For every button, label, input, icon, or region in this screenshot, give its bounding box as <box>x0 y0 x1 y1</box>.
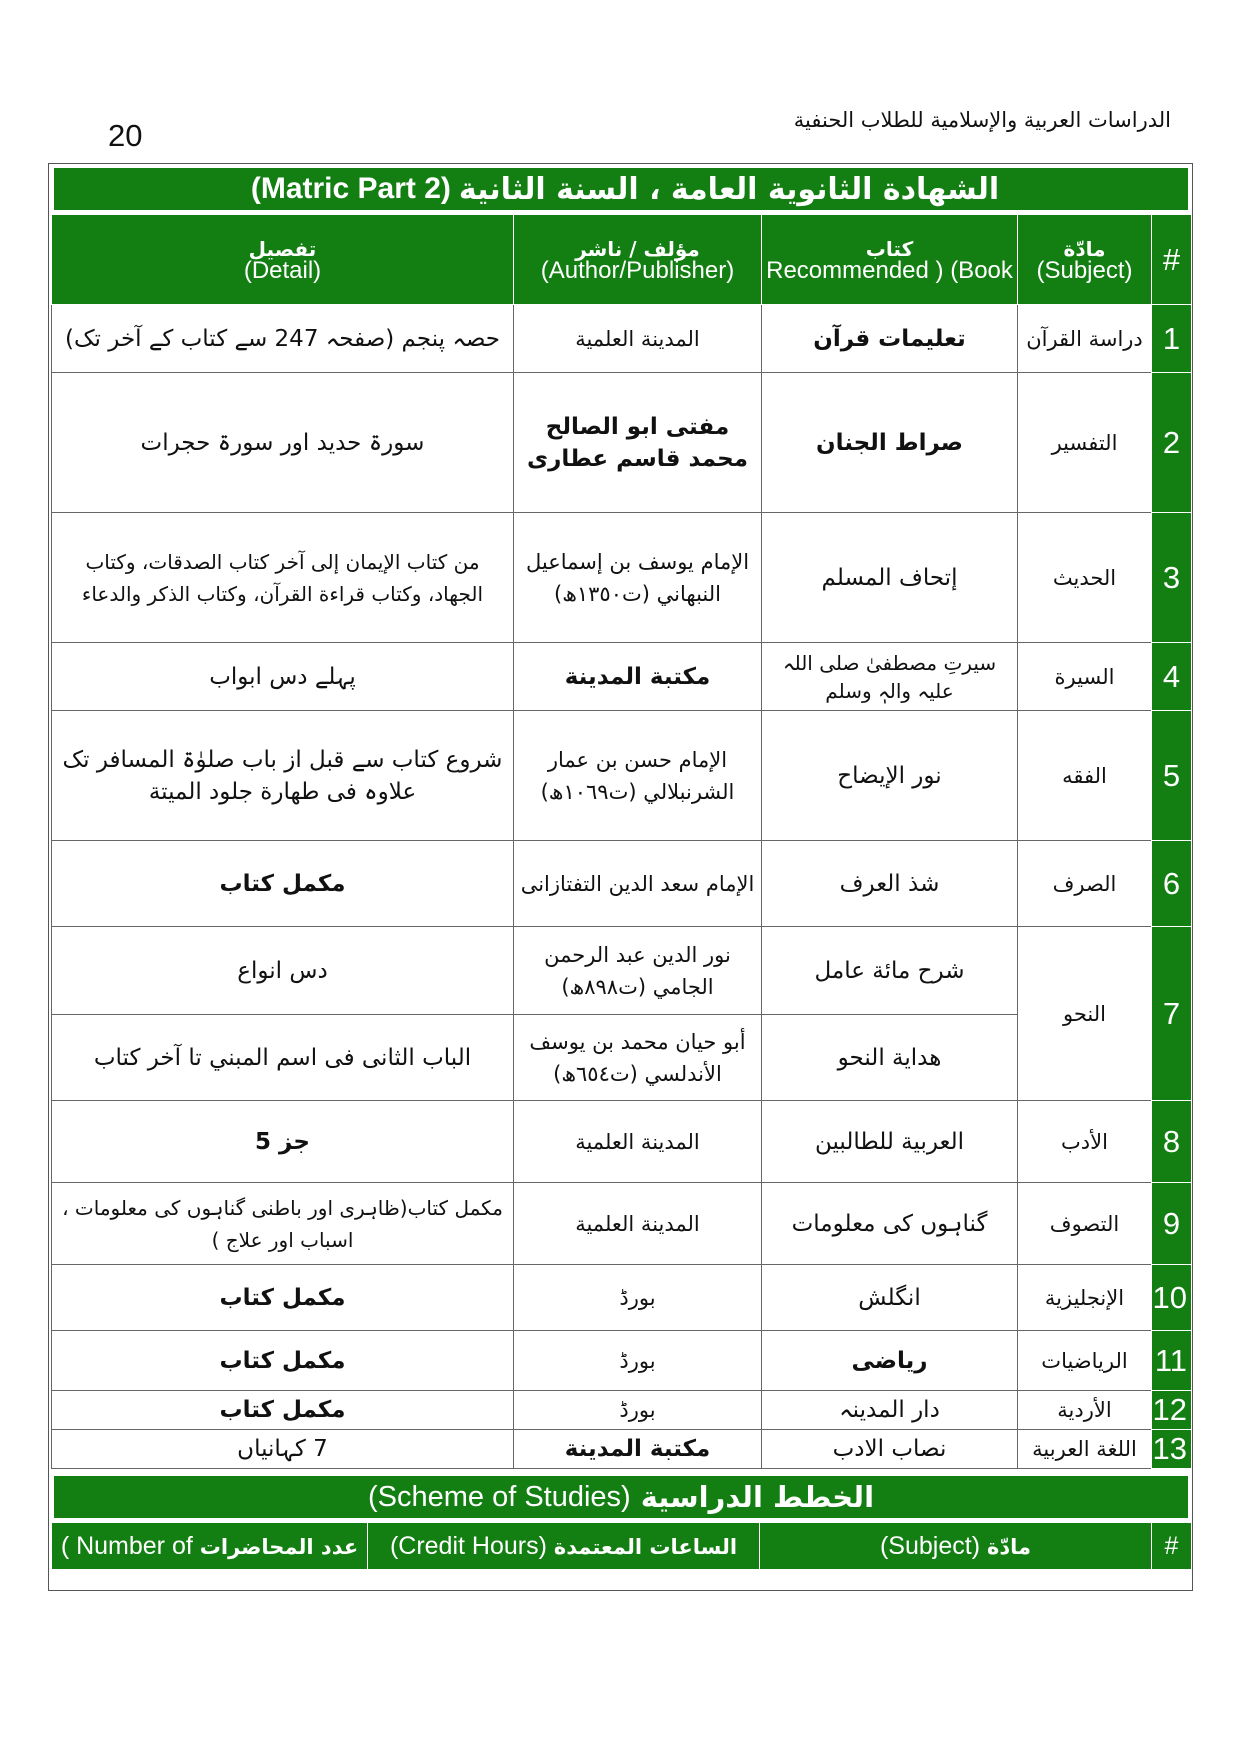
author-cell: المدينة العلمية <box>514 1101 762 1183</box>
author-cell: الإمام يوسف بن إسماعيل النبهاني (ت١٣٥٠ھ) <box>514 513 762 643</box>
header-detail-ar: تفصيل <box>248 236 317 261</box>
row-number: 7 <box>1152 927 1192 1101</box>
author-cell: المدينة العلمية <box>514 1183 762 1265</box>
header-num: # <box>1152 215 1192 305</box>
subject-cell: الأدب <box>1018 1101 1152 1183</box>
header-subject <box>1018 215 1152 305</box>
section-title <box>54 168 1188 210</box>
section-title-latin: (Matric Part 2) <box>250 172 451 205</box>
table-row <box>52 643 1192 711</box>
header-author-en: (Author/Publisher) <box>540 256 735 284</box>
subject-cell: الرياضيات <box>1018 1331 1152 1391</box>
detail-cell: مکمل کتاب(ظاہری اور باطنی گناہوں کی معلومات ، اسباب اور علاج ) <box>52 1183 514 1265</box>
book-cell: دار المدینہ <box>762 1391 1018 1430</box>
header-book-en: Recommended ) (Book <box>766 256 1013 284</box>
book-cell: نصاب الادب <box>762 1430 1018 1469</box>
book-cell: شرح مائة عامل <box>762 927 1018 1015</box>
detail-cell: جز 5 <box>52 1101 514 1183</box>
header-author-ar: مؤلف / ناشر <box>575 236 700 261</box>
author-cell: نور الدين عبد الرحمن الجامي (ت٨٩٨ھ) <box>514 927 762 1015</box>
table-header-row <box>52 215 1192 305</box>
subject-cell: الفقه <box>1018 711 1152 841</box>
header-detail-en: (Detail) <box>243 256 322 284</box>
author-cell: الإمام سعد الدین التفتازانی <box>514 841 762 927</box>
book-cell: ریاضی <box>762 1331 1018 1391</box>
detail-cell: مکمل کتاب <box>52 1391 514 1430</box>
row-number: 12 <box>1152 1391 1192 1430</box>
scheme-header-lectures-en: Number of ) <box>60 1531 193 1560</box>
section-title-arabic: الشهادة الثانوية العامة ، السنة الثانية <box>458 171 1000 207</box>
scheme-header-subject-en: (Subject) <box>879 1531 981 1560</box>
table-row <box>52 1430 1192 1469</box>
author-cell: بورڈ <box>514 1331 762 1391</box>
detail-cell: من كتاب الإيمان إلى آخر كتاب الصدقات، وكتاب الجهاد، وكتاب قراءة القرآن، وكتاب الذكر والدعاء <box>52 513 514 643</box>
detail-cell: 7 کہانیاں <box>52 1430 514 1469</box>
table-row <box>52 1183 1192 1265</box>
table-row <box>52 373 1192 513</box>
book-cell: انگلش <box>762 1265 1018 1331</box>
header-book <box>762 215 1018 305</box>
table-row <box>52 711 1192 841</box>
detail-cell: مکمل کتاب <box>52 1265 514 1331</box>
table-row <box>52 305 1192 373</box>
scheme-header-table <box>51 1522 1192 1570</box>
book-cell: هداية النحو <box>762 1015 1018 1101</box>
book-cell: سیرتِ مصطفیٰ صلی اللہ علیہ والہٖ وسلم <box>762 643 1018 711</box>
subject-cell: الأردية <box>1018 1391 1152 1430</box>
book-cell: گناہوں کی معلومات <box>762 1183 1018 1265</box>
header-subject-en: (Subject) <box>1036 256 1133 284</box>
detail-cell: دس انواع <box>52 927 514 1015</box>
book-cell: شذ العرف <box>762 841 1018 927</box>
detail-cell: حصہ پنجم (صفحہ 247 سے کتاب کے آخر تک) <box>52 305 514 373</box>
book-cell: إتحاف المسلم <box>762 513 1018 643</box>
subject-cell: النحو <box>1018 927 1152 1101</box>
book-cell: العربية للطالبين <box>762 1101 1018 1183</box>
scheme-header-credit-ar: الساعات المعتمدة <box>553 1534 738 1559</box>
scheme-header-credit <box>368 1523 760 1570</box>
scheme-header-num: # <box>1152 1523 1192 1570</box>
book-cell: صراط الجنان <box>762 373 1018 513</box>
subject-cell: الحديث <box>1018 513 1152 643</box>
table-row <box>52 513 1192 643</box>
running-head: الدراسات العربية والإسلامية للطلاب الحنفية <box>793 108 1171 132</box>
author-cell: مفتی ابو الصالح محمد قاسم عطاری <box>514 373 762 513</box>
detail-cell: مکمل کتاب <box>52 1331 514 1391</box>
subject-cell: التصوف <box>1018 1183 1152 1265</box>
author-cell: بورڈ <box>514 1265 762 1331</box>
scheme-header-credit-en: (Credit Hours) <box>389 1531 547 1560</box>
row-number: 3 <box>1152 513 1192 643</box>
subject-cell: اللغة العربية <box>1018 1430 1152 1469</box>
scheme-header-subject-ar: مادّة <box>986 1534 1032 1559</box>
scheme-header-lectures-ar: عدد المحاضرات <box>199 1534 359 1559</box>
row-number: 1 <box>1152 305 1192 373</box>
table-row <box>52 1391 1192 1430</box>
table-row <box>52 841 1192 927</box>
row-number: 5 <box>1152 711 1192 841</box>
row-number: 13 <box>1152 1430 1192 1469</box>
row-number: 4 <box>1152 643 1192 711</box>
row-number: 9 <box>1152 1183 1192 1265</box>
page-number: 20 <box>108 118 143 153</box>
curriculum-table <box>51 214 1192 1469</box>
detail-cell: سورۃ حدید اور سورۃ حجرات <box>52 373 514 513</box>
row-number: 6 <box>1152 841 1192 927</box>
author-cell: مکتبة المدينة <box>514 643 762 711</box>
scheme-title-latin: (Scheme of Studies) <box>367 1480 631 1513</box>
subject-cell: الإنجليزية <box>1018 1265 1152 1331</box>
row-number: 8 <box>1152 1101 1192 1183</box>
subject-cell: دراسة القرآن <box>1018 305 1152 373</box>
row-number: 11 <box>1152 1331 1192 1391</box>
detail-cell: پہلے دس ابواب <box>52 643 514 711</box>
author-cell: بورڈ <box>514 1391 762 1430</box>
book-cell: نور الإيضاح <box>762 711 1018 841</box>
header-author <box>514 215 762 305</box>
scheme-header-row <box>52 1523 1192 1570</box>
subject-cell: التفسير <box>1018 373 1152 513</box>
row-number: 10 <box>1152 1265 1192 1331</box>
table-row <box>52 1265 1192 1331</box>
author-cell: أبو حيان محمد بن يوسف الأندلسي (ت٦٥٤ھ) <box>514 1015 762 1101</box>
subject-cell: السيرة <box>1018 643 1152 711</box>
detail-cell: مکمل کتاب <box>52 841 514 927</box>
author-cell: المدينة العلمية <box>514 305 762 373</box>
header-book-ar: كتاب <box>865 236 914 261</box>
row-number: 2 <box>1152 373 1192 513</box>
header-subject-ar: مادّة <box>1063 236 1106 261</box>
header-detail <box>52 215 514 305</box>
table-row <box>52 1331 1192 1391</box>
scheme-title <box>54 1476 1188 1518</box>
author-cell: الإمام حسن بن عمار الشرنبلالي (ت١٠٦٩ھ) <box>514 711 762 841</box>
scheme-header-lectures <box>52 1523 368 1570</box>
scheme-title-arabic: الخطط الدراسية <box>640 1480 875 1514</box>
detail-cell: الباب الثانی فی اسم المبني تا آخر کتاب <box>52 1015 514 1101</box>
author-cell: مکتبة المدينة <box>514 1430 762 1469</box>
scheme-header-subject <box>760 1523 1152 1570</box>
table-row <box>52 927 1192 1015</box>
detail-cell: شروع کتاب سے قبل از باب صلوٰۃ المسافر تک علاوہ فی طهارة جلود الميتة <box>52 711 514 841</box>
subject-cell: الصرف <box>1018 841 1152 927</box>
table-row <box>52 1101 1192 1183</box>
book-cell: تعليمات قرآن <box>762 305 1018 373</box>
